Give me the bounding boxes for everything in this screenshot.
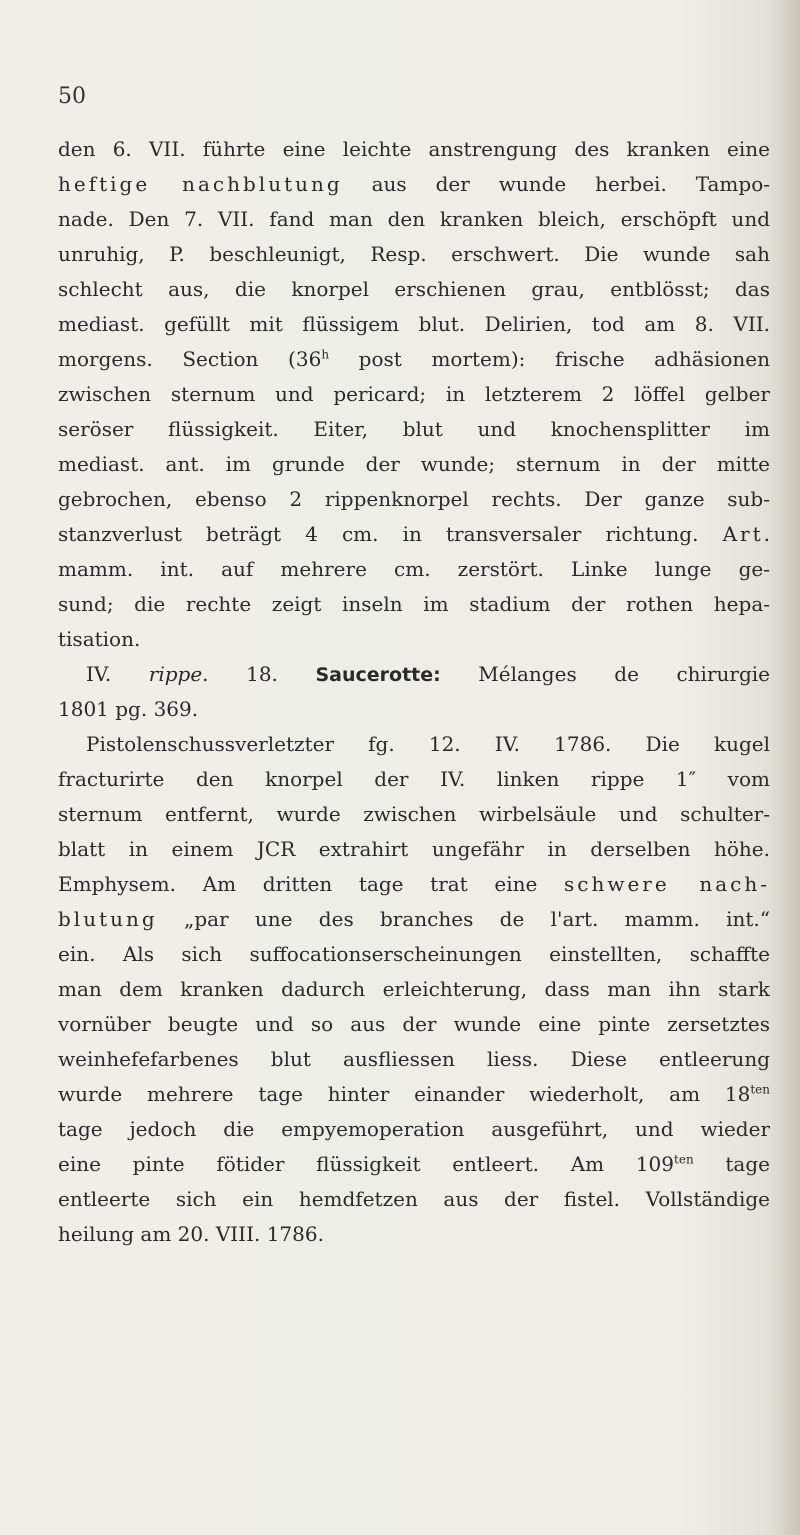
text-line: wurde mehrere tage hinter einander wiederholt, am $18^{ten}$ <box>58 1082 770 1106</box>
text-line: nade. Den 7. VII. fand man den kranken bleich, erschöpft und <box>58 207 770 231</box>
text-line: sund; die rechte zeigt inseln im stadium der rothen hepa- <box>58 592 770 616</box>
text-line: stanzverlust beträgt 4 cm. in transversaler richtung. Art. <box>58 522 770 546</box>
text-line: weinhefefarbenes blut ausfliessen liess. Diese entleerung <box>58 1047 770 1071</box>
text-line: unruhig, P. beschleunigt, Resp. erschwert. Die wunde sah <box>58 242 770 266</box>
text-line: schlecht aus, die knorpel erschienen grau, entblösst; das <box>58 277 770 301</box>
text-line: mediast. ant. im grunde der wunde; sternum in der mitte <box>58 452 770 476</box>
author-name: Saucerotte: <box>315 664 441 686</box>
text-line: blatt in einem JCR extrahirt ungefähr in derselben höhe. <box>58 837 770 861</box>
text-line: heftige nachblutung aus der wunde herbei. Tampo- <box>58 172 770 196</box>
page-number: 50 <box>58 84 86 109</box>
text-line: mediast. gefüllt mit flüssigem blut. Delirien, tod am 8. VII. <box>58 312 770 336</box>
text-line: den 6. VII. führte eine leichte anstrengung des kranken eine <box>58 137 770 161</box>
text-line: sternum entfernt, wurde zwischen wirbelsäule und schulter- <box>58 802 770 826</box>
text-line: eine pinte fötider flüssigkeit entleert. Am $109^{ten}$ tage <box>58 1152 770 1176</box>
text-line: heilung am 20. VIII. 1786. <box>58 1222 324 1246</box>
text-line: seröser flüssigkeit. Eiter, blut und knochensplitter im <box>58 417 770 441</box>
text-line: zwischen sternum und pericard; in letzterem 2 löffel gelber <box>58 382 770 406</box>
text-line: entleerte sich ein hemdfetzen aus der fistel. Vollständige <box>58 1187 770 1211</box>
citation-line: IV. rippe. 18. Saucerotte: Mélanges de chirurgie <box>86 662 770 686</box>
text-line: blutung „par une des branches de l'art. mamm. int.“ <box>58 907 770 931</box>
italic-text: rippe <box>148 662 203 686</box>
text-line: man dem kranken dadurch erleichterung, dass man ihn stark <box>58 977 770 1001</box>
body-text <box>58 132 770 1252</box>
text-line: vornüber beugte und so aus der wunde eine pinte zersetztes <box>58 1012 770 1036</box>
emphasis-spaced: heftige nachblutung <box>58 172 343 196</box>
text-line: tage jedoch die empyemoperation ausgeführt, und wieder <box>58 1117 770 1141</box>
text-line: fracturirte den knorpel der IV. linken rippe 1″ vom <box>58 767 770 791</box>
emphasis-spaced: Art <box>722 522 764 546</box>
text-line: morgens. Section (36$^h$ post mortem): frische adhäsionen <box>58 347 770 371</box>
text-line: tisation. <box>58 627 141 651</box>
text-line: 1801 pg. 369. <box>58 697 199 721</box>
text-line: Emphysem. Am dritten tage trat eine schwere nach- <box>58 872 770 896</box>
emphasis-spaced: schwere nach- <box>564 872 770 896</box>
text-line: mamm. int. auf mehrere cm. zerstört. Linke lunge ge- <box>58 557 770 581</box>
emphasis-spaced: blutung <box>58 907 158 931</box>
text-line: gebrochen, ebenso 2 rippenknorpel rechts. Der ganze sub- <box>58 487 770 511</box>
text-line: ein. Als sich suffocationserscheinungen einstellten, schaffte <box>58 942 770 966</box>
page-edge-shadow <box>770 0 800 1535</box>
text-line: Pistolenschussverletzter fg. 12. IV. 1786. Die kugel <box>86 732 770 756</box>
